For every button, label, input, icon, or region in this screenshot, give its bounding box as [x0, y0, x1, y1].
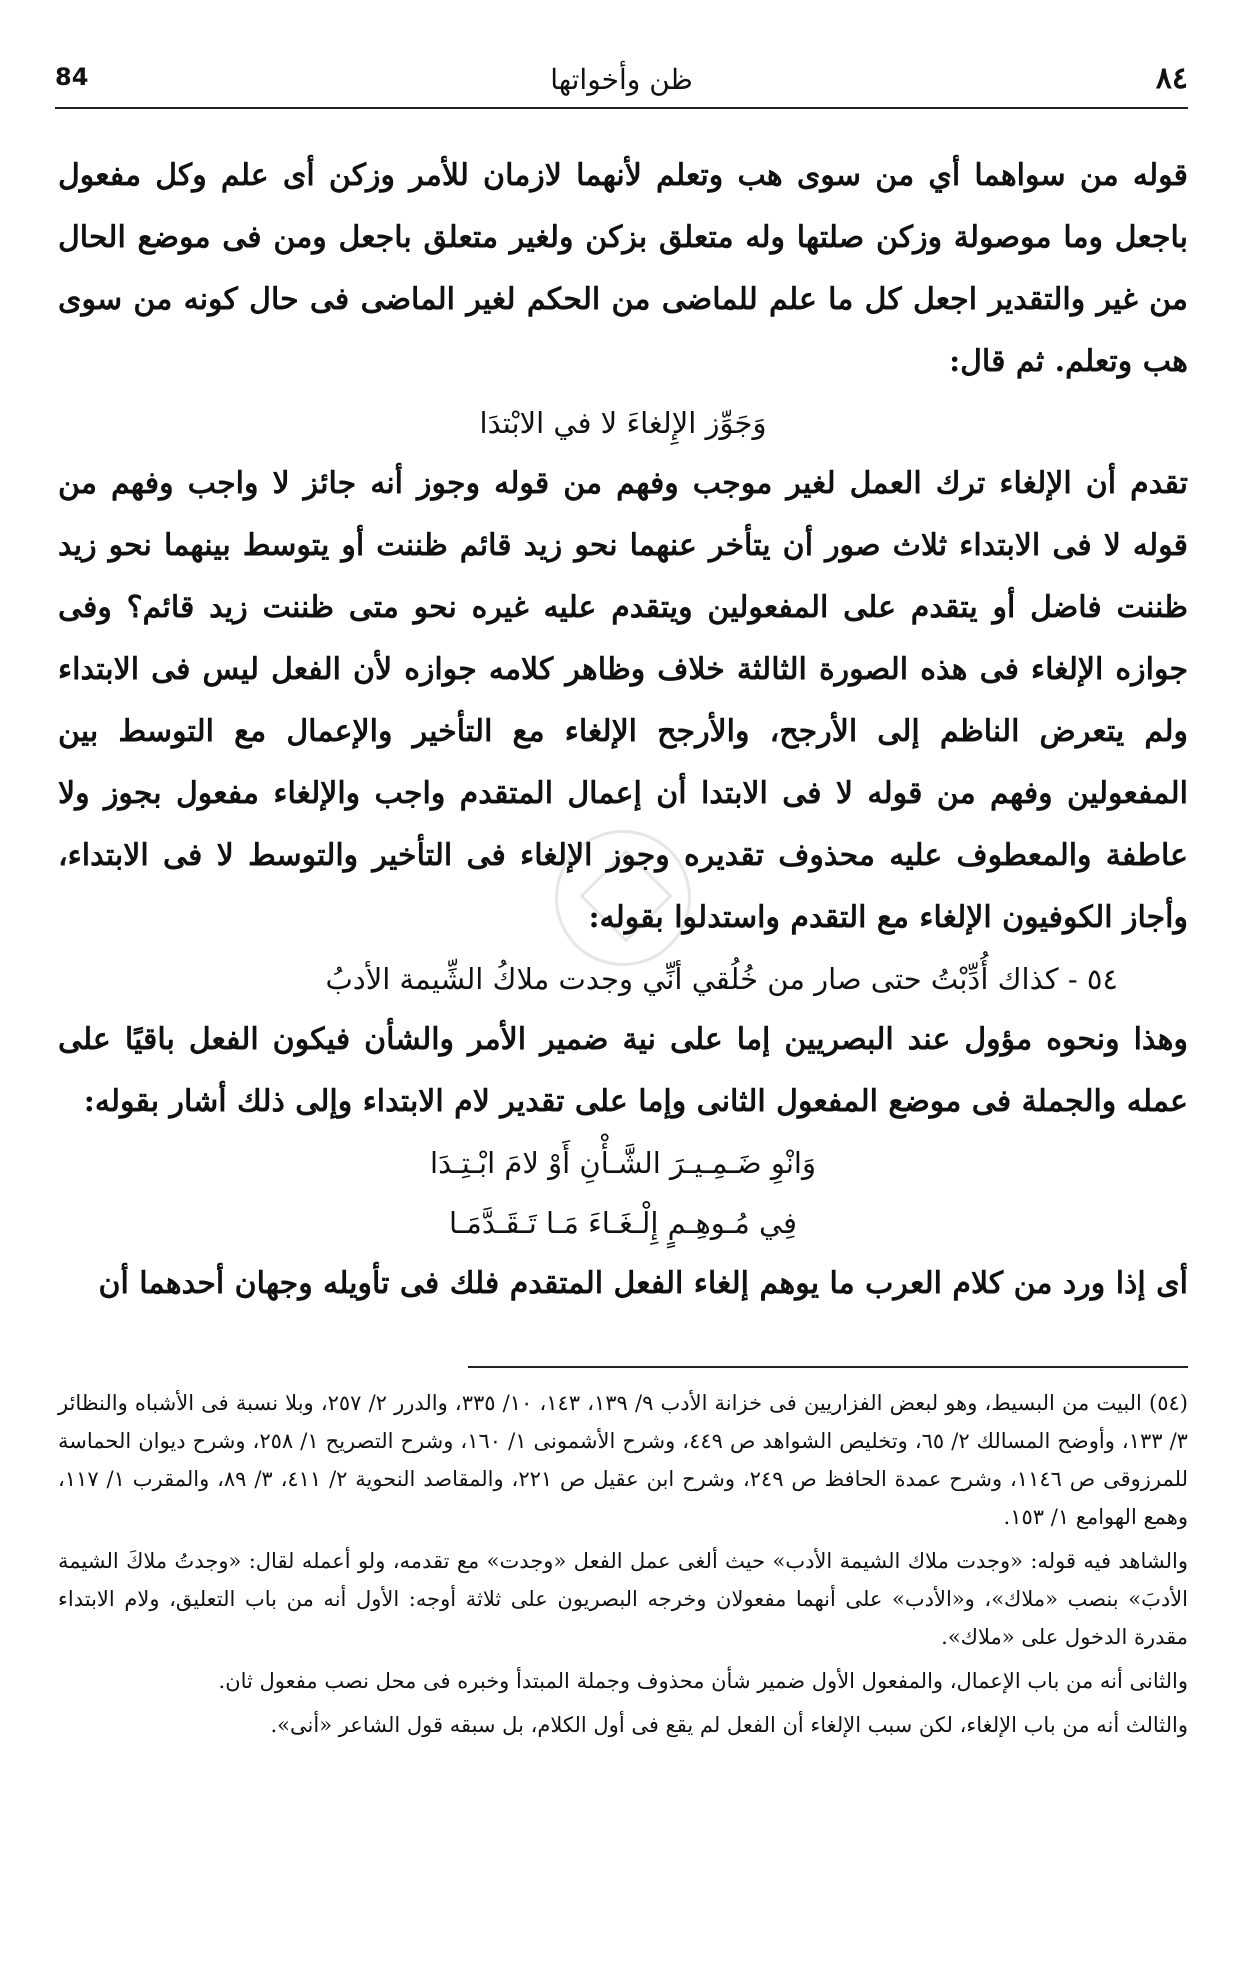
page-header — [55, 55, 1188, 109]
verse-line-1: وَجَوِّز الإِلغاءَ لا في الابْتدَا — [479, 406, 767, 440]
verse-line-2a: وَانْوِ ضَـمِـيـرَ الشَّـأْنِ أَوْ لامَ ابْـتِـدَا — [430, 1146, 816, 1180]
paragraph-1: قوله من سواهما أي من سوى هب وتعلم لأنهما لازمان للأمر وزكن أى علم وكل مفعول باجعل وما موصولة وزكن صلتها وله متعلق بزكن ولغير متعلق باجعل ومن فى موضع الحال من غير والتقدير اجعل كل ما علم للماضى من الحكم لغير الماضى فى حال كونه من سوى هب وتعلم. ثم قال: — [58, 158, 1188, 379]
footnote-54-evidence: والشاهد فيه قوله: «وجدت ملاك الشيمة الأدب» حيث ألغى عمل الفعل «وجدت» مع تقدمه، ولو أعمله لقال: «وجدتُ ملاكَ الشيمة الأدبَ» بنصب «ملاك»، و«الأدب» على أنهما مفعولان وخرجه البصريون على ثلاثة أوجه: الأول أنه من باب التعليق، ولام الابتداء مقدرة الدخول على «ملاك». — [58, 1549, 1188, 1649]
footnote-54-third-view: والثالث أنه من باب الإلغاء، لكن سبب الإلغاء أن الفعل لم يقع فى أول الكلام، بل سبقه قول الشاعر «أنى». — [270, 1713, 1188, 1737]
footnote-divider — [468, 1366, 1188, 1368]
footnote-54-second-view: والثانى أنه من باب الإعمال، والمفعول الأول ضمير شأن محذوف وجملة المبتدأ وخبره فى محل نصب مفعول ثان. — [218, 1669, 1188, 1693]
paragraph-3: وهذا ونحوه مؤول عند البصريين إما على نية ضمير الأمر والشأن فيكون الفعل باقيًا على عمله والجملة فى موضع المفعول الثانى وإما على تقدير لام الابتداء وإلى ذلك أشار بقوله: — [58, 1022, 1188, 1119]
page-number-arabic: ٨٤ — [1155, 61, 1188, 96]
page-number-latin: 84 — [55, 63, 89, 91]
paragraph-4: أى إذا ورد من كلام العرب ما يوهم إلغاء الفعل المتقدم فلك فى تأويله وجهان أحدهما أن — [98, 1266, 1188, 1301]
main-text — [58, 145, 1188, 1315]
paragraph-2: تقدم أن الإلغاء ترك العمل لغير موجب وفهم من قوله وجوز أنه جائز لا واجب وفهم من قوله لا فى الابتداء ثلاث صور أن يتأخر عنهما نحو زيد قائم ظننت أو يتوسط بينهما نحو زيد ظننت فاضل أو يتقدم على المفعولين ويتقدم عليه غيره نحو متى ظننت زيد قائم؟ وفى جوازه الإلغاء فى هذه الصورة الثالثة خلاف وظاهر كلامه جوازه لأن الفعل ليس فى الابتداء ولم يتعرض الناظم إلى الأرجح، والأرجح الإلغاء مع التأخير والإعمال مع التوسط بين المفعولين وفهم من قوله لا فى الابتدا أن إعمال المتقدم واجب والإلغاء مفعول بجوز ولا عاطفة والمعطوف عليه محذوف تقديره وجوز الإلغاء فى التأخير والتوسط لا فى الابتداء، وأجاز الكوفيون الإلغاء مع التقدم واستدلوا بقوله: — [58, 466, 1188, 935]
running-title: ظن وأخواتها — [550, 63, 693, 96]
cited-verse-54: ٥٤ - كذاك أُدِّبْتُ حتى صار من خُلُقي أنِّي وجدت ملاكُ الشِّيمة الأدبُ — [325, 962, 1118, 996]
footnotes — [58, 1384, 1188, 1750]
footnote-54-sources: (٥٤) البيت من البسيط، وهو لبعض الفزاريين فى خزانة الأدب ٩/ ١٣٩، ١٤٣، ١٠/ ٣٣٥، والدرر ٢/ ٢٥٧، وبلا نسبة فى الأشباه والنظائر ٣/ ١٣٣، وأوضح المسالك ٢/ ٦٥، وتخليص الشواهد ص ٤٤٩، وشرح الأشمونى ١/ ١٦٠، وشرح التصريح ١/ ٢٥٨، وشرح ديوان الحماسة للمرزوقى ص ١١٤٦، وشرح عمدة الحافظ ص ٢٤٩، وشرح ابن عقيل ص ٢٢١، والمقاصد النحوية ٢/ ٤١١، ٣/ ٨٩، والمقرب ١/ ١١٧، وهمع الهوامع ١/ ١٥٣. — [58, 1391, 1188, 1529]
verse-line-2b: فِي مُـوهِـمٍ إِلْـغَـاءَ مَـا تَـقَـدَّمَـا — [448, 1206, 798, 1240]
